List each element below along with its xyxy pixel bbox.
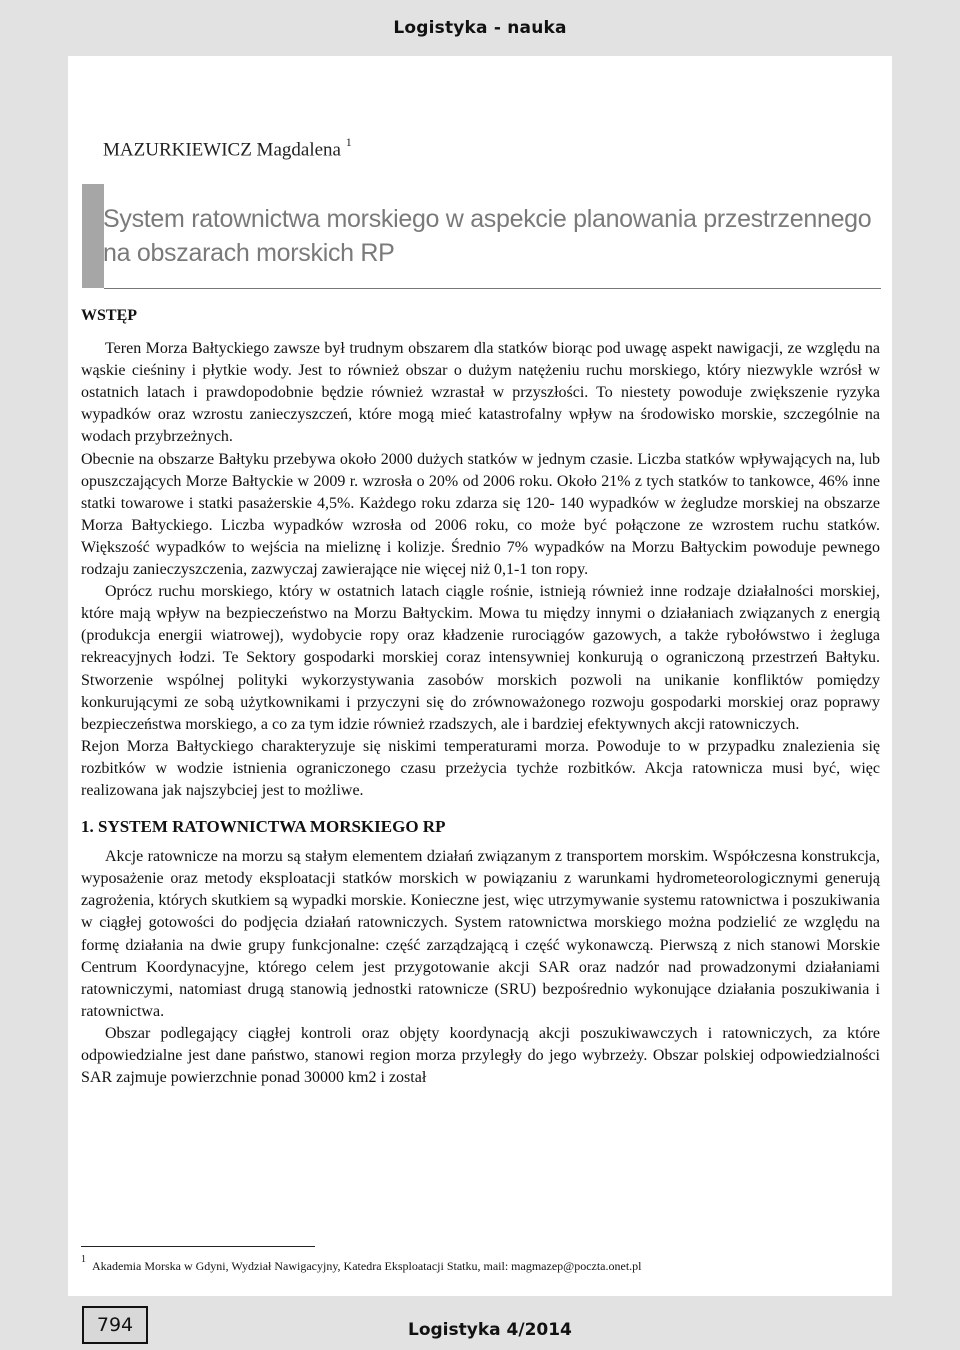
title-divider (104, 288, 881, 289)
author-line (103, 137, 352, 161)
footnote-mark: 1 (81, 1254, 86, 1265)
section-heading-1: 1. SYSTEM RATOWNICTWA MORSKIEGO RP (81, 817, 446, 837)
journal-issue-footer: Logistyka 4/2014 (408, 1320, 572, 1340)
section-heading-intro: WSTĘP (81, 307, 138, 324)
footnote-divider (81, 1246, 315, 1247)
article-title-line-2: na obszarach morskich RP (103, 239, 395, 267)
section1-paragraph-2: Obszar podlegający ciągłej kontroli oraz objęty koordynacją akcji poszukiwawczych i ratowniczych, za które odpowiedzialne jest dane państwo, stanowi region morza przyległy do jego wybrzeży. Obszar polskiej odpowiedzialności SAR zajmuje powierzchnie ponad 30000 km2 i został (81, 1024, 880, 1087)
title-accent-bar (82, 184, 104, 288)
page-number: 794 (82, 1306, 148, 1344)
intro-paragraph-3: Oprócz ruchu morskiego, który w ostatnich latach ciągle rośnie, istnieją również inne rodzaje działalności morskiej, które mają wpływ na bezpieczeństwo na Morzu Bałtyckim. Mowa tu między innymi o działaniach związanych z energią (produkcja energii wiatrowej), wydobycie ropy oraz kładzenie rurociągów gazowych, a także rybołówstwo i żegluga rekreacyjnych łodzi. Te Sektory gospodarki morskiej coraz intensywniej konkurują o ograniczoną przestrzeń Bałtyku. Stworzenie wspólnej polityki wykorzystywania zasobów morskich pozwoli na unikanie konfliktów pomiędzy konkurującymi ze sobą użytkownikami i przyczyni się do zrównoważonego rozwoju gospodarki morskiej oraz poprawy bezpieczeństwa morskiego, a co za tym idzie również rzadszych, ale i bardziej efektywnych akcji ratowniczych. (81, 583, 880, 733)
intro-paragraph-4: Rejon Morza Bałtyckiego charakteryzuje się niskimi temperaturami morza. Powoduje to w przypadku znalezienia się rozbitków w wodzie istnienia ograniczonego czasu przeżycia tychże rozbitków. Akcja ratownicza musi być, więc realizowana jak najszybciej jest to możliwe. (81, 737, 880, 799)
article-title-line-1: System ratownictwa morskiego w aspekcie planowania przestrzennego (103, 205, 872, 233)
author-name: MAZURKIEWICZ Magdalena (103, 139, 341, 161)
article-title (103, 202, 883, 270)
intro-paragraph-2: Obecnie na obszarze Bałtyku przebywa około 2000 dużych statków w jednym czasie. Liczba statków wpływających na, lub opuszczających Morze Bałtyckie w 2009 r. wzrosła o 20% od 2006 roku. Około 21% z tych statków to tankowce, 46% inne statki towarowe i statki pasażerskie 4,5%. Każdego roku zdarza się 120- 140 wypadków w żegludze morskiej na obszarze Morza Bałtyckiego. Liczba wypadków wzrosła od 2006 roku, co może być połączone ze wzrostem ruchu statków. Większość wypadków to wejścia na mieliznę i kolizje. Średnio 7% wypadków na Morzu Bałtyckim powoduje pewnego rodzaju zanieczyszczenia, zazwyczaj zawierające nie więcej niż 0,1-1 ton ropy. (81, 450, 880, 579)
author-footnote-mark[interactable]: 1 (345, 135, 352, 149)
footnote (81, 1255, 881, 1274)
intro-paragraph-1: Teren Morza Bałtyckiego zawsze był trudnym obszarem dla statków biorąc pod uwagę aspekt nawigacji, ze względu na wąskie cieśniny i płytkie wody. Jest to również obszar o dużym natężeniu ruchu morskiego, który niezwykle wzrósł w ostatnich latach i prawdopodobnie będzie również wzrastał w przyszłości. To niestety powoduje zwiększenie ryzyka wypadków oraz wzrostu zanieczyszczeń, które mogą mieć katastrofalny wpływ na środowisko morskie, szczególnie na wodach przybrzeżnych. (81, 340, 880, 446)
article-body (81, 305, 880, 1089)
footnote-text: Akademia Morska w Gdyni, Wydział Nawigacyjny, Katedra Eksploatacji Statku, mail: magmazep@poczta.onet.pl (92, 1259, 642, 1273)
journal-header: Logistyka - nauka (393, 18, 567, 38)
section1-paragraph-1: Akcje ratownicze na morzu są stałym elementem działań związanym z transportem morskim. Współczesna konstrukcja, wyposażenie oraz metody eksploatacji statków morskich w powiązaniu z warunkami hydrometeorologicznymi generują zagrożenia, których skutkiem są wypadki morskie. Konieczne jest, więc utrzymywanie systemu ratownictwa i poszukiwania w ciągłej gotowości do podjęcia działań ratowniczych. System ratownictwa morskiego można podzielić ze względu na formę działania na dwie grupy funkcjonalne: część zarządzającą i część wykonawczą. Pierwszą z nich stanowi Morskie Centrum Koordynacyjne, którego celem jest przygotowanie akcji SAR oraz nadzór nad prowadzonymi działaniami ratowniczymi, natomiast drugą stanowią jednostki ratownicze (SRU) bezpośrednio wykonujące działania poszukiwania i ratownictwa. (81, 848, 880, 1020)
